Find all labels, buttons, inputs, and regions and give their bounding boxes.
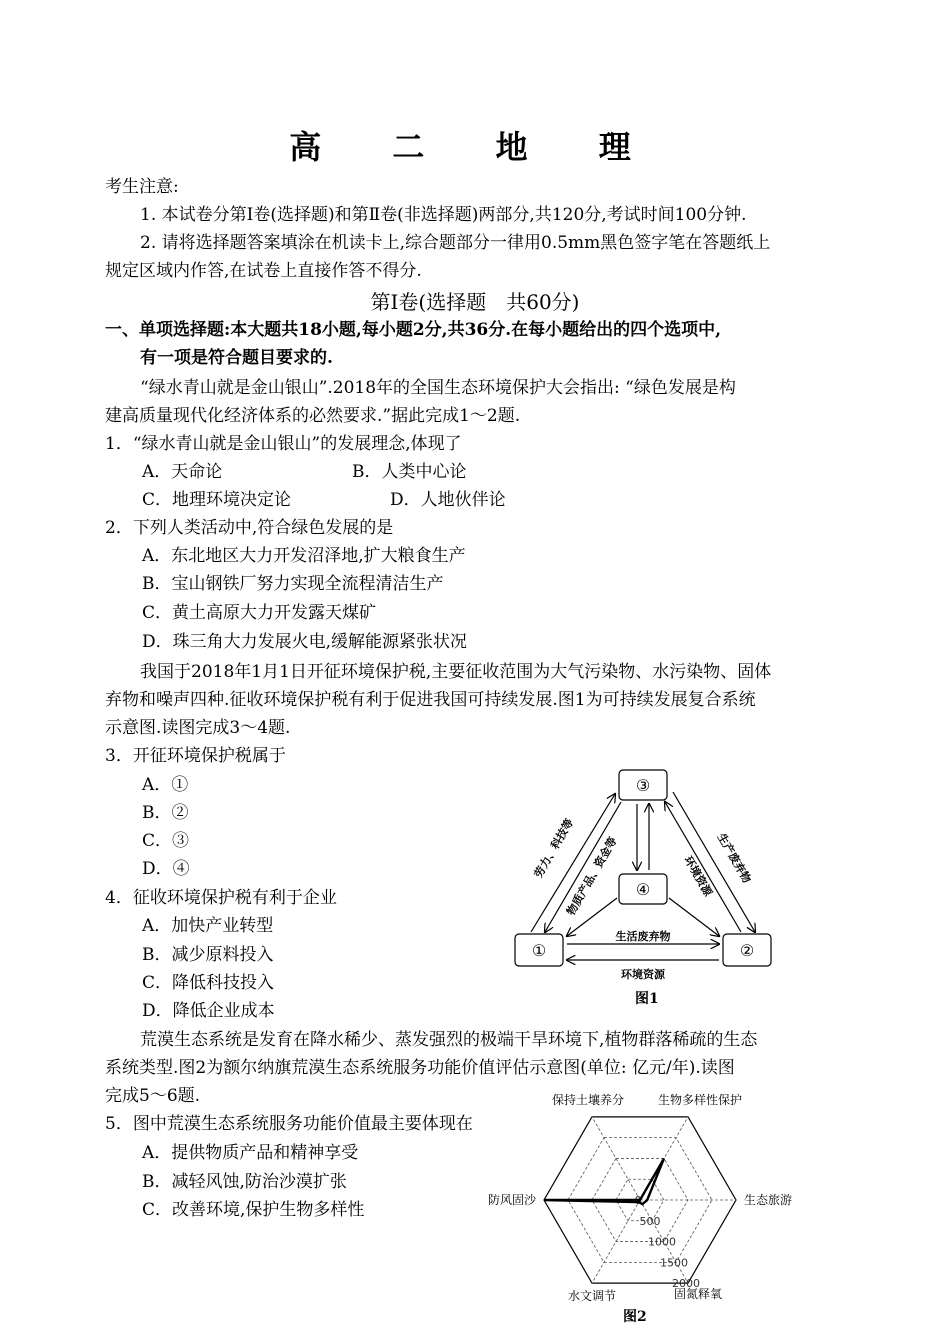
section-heading: 第Ⅰ卷(选择题 共60分)	[370, 290, 580, 314]
edge-label-living-waste: 生活废弃物	[615, 930, 671, 943]
option-5b: B．减轻风蚀,防治沙漠扩张	[142, 1172, 347, 1192]
radar-tick-label: 0	[634, 1194, 642, 1207]
passage-2-cont: 弃物和噪声四种.征收环境保护税有利于促进我国可持续发展.图1为可持续发展复合系统	[105, 690, 756, 710]
option-1b: B．人类中心论	[352, 462, 467, 482]
radar-data-series	[544, 1158, 664, 1204]
edge-label-waste: 生产废弃物	[714, 831, 754, 886]
passage-1: “绿水青山就是金山银山”.2018年的全国生态环境保护大会指出: “绿色发展是构	[140, 378, 736, 398]
option-5c: C．改善环境,保护生物多样性	[142, 1200, 365, 1220]
edge-label-products: 物质产品、资金等	[564, 834, 620, 918]
radar-axis-label: 生态旅游	[744, 1193, 793, 1207]
radar-axis-label: 水文调节	[567, 1289, 617, 1303]
figure-1-caption: 图1	[635, 991, 659, 1007]
edge-label-resources-inner: 环境资源	[681, 853, 715, 899]
page-title: 高 二 地 理	[289, 128, 661, 166]
figure-2-caption: 图2	[623, 1309, 647, 1325]
question-3: 3．开征环境保护税属于	[105, 746, 286, 766]
option-4d: D．降低企业成本	[142, 1001, 275, 1021]
edge-label-resources: 环境资源	[621, 968, 665, 981]
figure-2-radar-chart	[480, 1092, 800, 1310]
option-3c: C．③	[142, 831, 190, 851]
passage-2: 我国于2018年1月1日开征环境保护税,主要征收范围为大气污染物、水污染物、固体	[140, 662, 772, 682]
passage-3-end: 完成5～6题.	[105, 1086, 201, 1106]
node-4-label: ④	[635, 880, 651, 899]
figure-1-diagram	[505, 760, 785, 990]
option-4c: C．降低科技投入	[142, 973, 275, 993]
node-2-label: ②	[739, 941, 755, 960]
edge-label-labor: 劳力、科技等	[531, 816, 577, 881]
radar-tick-label: 1000	[648, 1235, 676, 1249]
option-3b: B．②	[142, 803, 189, 823]
option-2d: D．珠三角大力发展火电,缓解能源紧张状况	[142, 632, 468, 652]
radar-tick-label: 2000	[672, 1277, 700, 1291]
option-2a: A．东北地区大力开发沼泽地,扩大粮食生产	[142, 546, 466, 566]
radar-tick-label: 500	[639, 1214, 661, 1228]
option-1c: C．地理环境决定论	[142, 490, 292, 510]
option-4a: A．加快产业转型	[142, 916, 274, 936]
part-instructions-cont: 有一项是符合题目要求的.	[140, 348, 333, 368]
option-1d: D．人地伙伴论	[390, 490, 506, 510]
passage-1-cont: 建高质量现代化经济体系的必然要求.”据此完成1～2题.	[105, 406, 521, 426]
option-2b: B．宝山钢铁厂努力实现全流程清洁生产	[142, 574, 444, 594]
part-instructions: 一、单项选择题:本大题共18小题,每小题2分,共36分.在每小题给出的四个选项中,	[105, 320, 722, 340]
option-1a: A．天命论	[142, 462, 223, 482]
question-2: 2．下列人类活动中,符合绿色发展的是	[105, 518, 394, 538]
passage-3-cont: 系统类型.图2为额尔纳旗荒漠生态系统服务功能价值评估示意图(单位: 亿元/年).读图	[105, 1058, 735, 1078]
radar-axis-label: 防风固沙	[487, 1193, 536, 1207]
radar-axis-label: 生物多样性保护	[657, 1093, 743, 1107]
node-1-label: ①	[531, 941, 547, 960]
question-5: 5．图中荒漠生态系统服务功能价值最主要体现在	[105, 1114, 473, 1134]
option-4b: B．减少原料投入	[142, 945, 274, 965]
notice-item-1: 1. 本试卷分第Ⅰ卷(选择题)和第Ⅱ卷(非选择题)两部分,共120分,考试时间100分钟.	[140, 205, 747, 225]
option-5a: A．提供物质产品和精神享受	[142, 1143, 359, 1163]
radar-axis-label: 固氮释氧	[673, 1287, 723, 1301]
question-4: 4．征收环境保护税有利于企业	[105, 888, 337, 908]
notice-item-2: 2. 请将选择题答案填涂在机读卡上,综合题部分一律用0.5mm黑色签字笔在答题纸上	[140, 233, 771, 253]
radar-axis-label: 保持土壤养分	[551, 1093, 625, 1107]
question-1: 1．“绿水青山就是金山银山”的发展理念,体现了	[105, 434, 462, 454]
option-3d: D．④	[142, 859, 190, 879]
radar-tick-label: 1500	[660, 1256, 688, 1270]
notice-item-2-cont: 规定区域内作答,在试卷上直接作答不得分.	[105, 261, 422, 281]
passage-3: 荒漠生态系统是发育在降水稀少、蒸发强烈的极端干旱环境下,植物群落稀疏的生态	[140, 1030, 758, 1050]
option-2c: C．黄土高原大力开发露天煤矿	[142, 603, 377, 623]
notice-title: 考生注意:	[105, 177, 179, 197]
node-3-label: ③	[635, 776, 651, 795]
option-3a: A．①	[142, 775, 189, 795]
passage-2-end: 示意图.读图完成3～4题.	[105, 718, 291, 738]
